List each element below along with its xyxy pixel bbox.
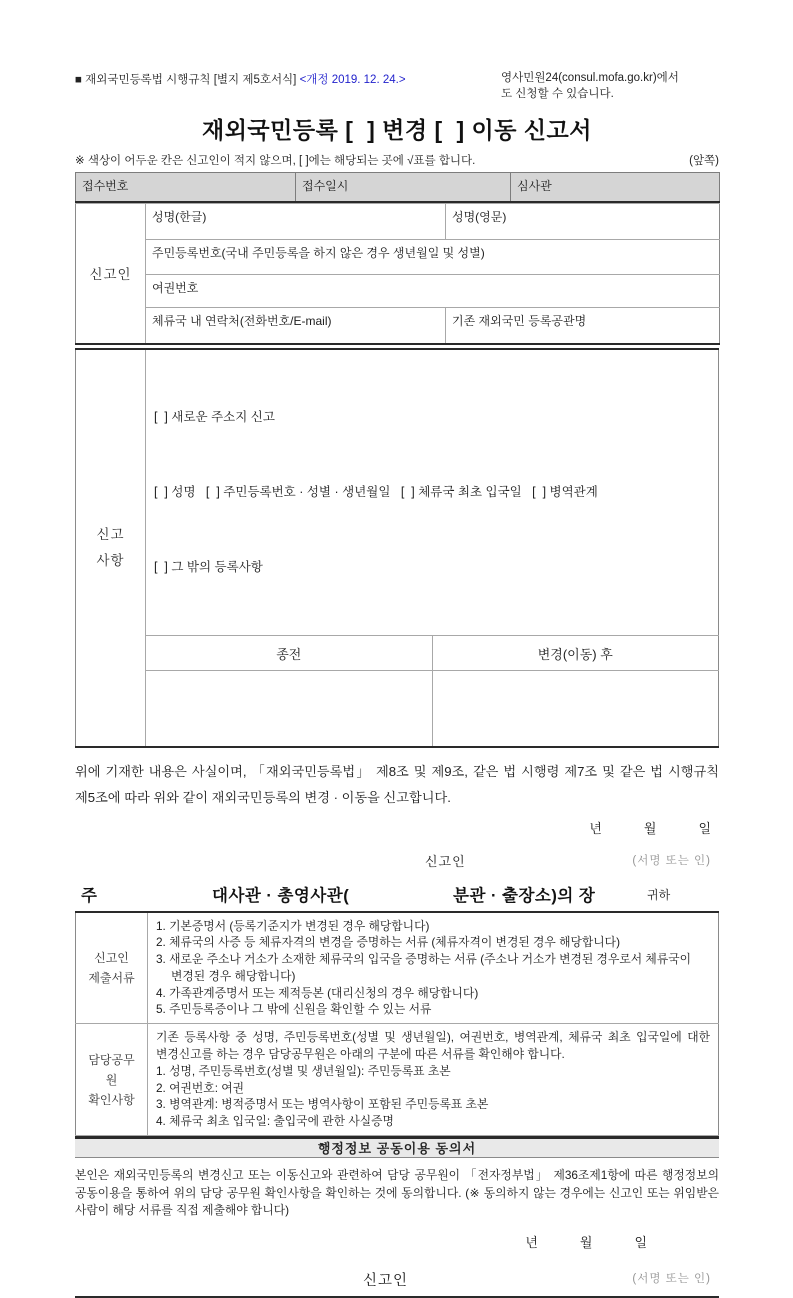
fill-instruction: ※ 색상이 어두운 칸은 신고인이 적지 않으며, [ ]에는 해당되는 곳에 √표를 합니다. xyxy=(75,155,476,167)
list-item: 1. 성명, 주민등록번호(성별 및 생년월일): 주민등록표 초본 xyxy=(156,1063,451,1078)
declaration-date-line xyxy=(75,818,719,837)
table-row xyxy=(76,239,720,274)
report-label-line2: 사항 xyxy=(96,552,125,568)
bottom-divider xyxy=(75,1296,719,1298)
option-other-checkbox: [ ] 그 밖의 등록사항 xyxy=(154,560,263,574)
registered-office-field: 기존 재외국민 등록공관명 xyxy=(446,307,720,344)
consent-date-line xyxy=(75,1232,719,1251)
table-row xyxy=(76,912,719,1024)
addressee-prefix: 주 xyxy=(81,886,97,905)
year-label: 년 xyxy=(589,820,602,836)
day-label: 일 xyxy=(698,820,711,836)
day-label: 일 xyxy=(634,1234,647,1250)
declaration-signer-line xyxy=(75,851,719,869)
table-row xyxy=(76,203,720,239)
year-label: 년 xyxy=(525,1234,538,1250)
portal-notice-line2: 도 신청할 수 있습니다. xyxy=(501,88,614,100)
name-english-field: 성명(영문) xyxy=(446,203,720,239)
list-item: 3. 병역관계: 병적증명서 또는 병역사항이 포함된 주민등록표 초본 xyxy=(156,1097,489,1112)
signer-label: 신고인 xyxy=(363,1272,409,1289)
receipt-header-table xyxy=(75,172,720,203)
attachments-table xyxy=(75,911,719,1137)
regulation-text: ■ 재외국민등록법 시행규칙 [별지 제5호서식] xyxy=(75,74,300,86)
submission-docs-label-line1: 신고인 xyxy=(94,950,129,965)
addressee-line xyxy=(75,882,719,908)
top-notice xyxy=(75,70,719,102)
applicant-section-label: 신고인 xyxy=(76,203,146,344)
column-before-header: 종전 xyxy=(146,636,433,671)
consent-section-header: 행정정보 공동이용 동의서 xyxy=(75,1136,719,1158)
list-item: 2. 체류국의 사증 등 체류자격의 변경을 증명하는 서류 (체류자격이 변경된 경우 해당합니다) xyxy=(156,935,620,950)
form-content xyxy=(75,70,719,1298)
report-items-table xyxy=(75,348,719,748)
official-check-label-line1: 담당공무원 xyxy=(88,1052,135,1087)
signer-label: 신고인 xyxy=(425,853,466,869)
table-row xyxy=(76,307,720,344)
list-item: 1. 기본증명서 (등록기준지가 변경된 경우 해당합니다) xyxy=(156,918,430,933)
table-row xyxy=(76,274,720,307)
month-label: 월 xyxy=(643,820,657,836)
table-row xyxy=(76,671,719,747)
list-item: 4. 체류국 최초 입국일: 출입국에 관한 사실증명 xyxy=(156,1114,394,1129)
option-new-address-checkbox: [ ] 새로운 주소지 신고 xyxy=(154,410,275,424)
consent-signer-line xyxy=(75,1269,719,1287)
applicant-table xyxy=(75,203,720,346)
list-item: 2. 여권번호: 여권 xyxy=(156,1080,245,1095)
receipt-number-cell: 접수번호 xyxy=(76,173,296,202)
column-after-header: 변경(이동) 후 xyxy=(432,636,719,671)
name-korean-field: 성명(한글) xyxy=(146,203,446,239)
table-row xyxy=(76,636,719,671)
consent-statement: 본인은 재외국민등록의 변경신고 또는 이동신고와 관련하여 담당 공무원이 「전자정부법」 제36조제1항에 따른 행정정보의 공동이용을 통하여 위의 담당 공무원 확인사항을 확인하는 것에 동의합니다. (※ 동의하지 않는 경우에는 신고인 또는 위임받은 사람이 해당 서류를 직접 제출해야 합니다) xyxy=(75,1168,719,1218)
before-value-cell xyxy=(146,671,433,747)
portal-notice xyxy=(501,70,719,102)
report-label-line1: 신고 xyxy=(96,526,125,542)
signature-note: (서명 또는 인) xyxy=(632,1272,711,1285)
examiner-cell: 심사관 xyxy=(511,173,720,202)
declaration-statement: 위에 기재한 내용은 사실이며, 「재외국민등록법」 제8조 및 제9조, 같은 법 시행령 제7조 및 같은 법 시행규칙 제5조에 따라 위와 같이 재외국민등록의 변경 · 이동을 신고합니다. xyxy=(75,763,719,805)
page-side-marker: (앞쪽) xyxy=(689,155,719,167)
submission-docs-label-line2: 제출서류 xyxy=(88,970,135,985)
option-change-items-checkboxes: [ ] 성명 [ ] 주민등록번호 · 성별 · 생년월일 [ ] 체류국 최초 입국일 [ ] 병역관계 xyxy=(154,485,598,499)
list-item: 3. 새로운 주소나 거소가 소재한 체류국의 입국을 증명하는 서류 (주소나 거소가 변경된 경우로서 체류국이 변경된 경우 해당합니다) xyxy=(156,952,692,983)
official-check-label-line2: 확인사항 xyxy=(88,1092,135,1107)
instruction-line xyxy=(75,152,719,168)
official-check-list xyxy=(148,1024,719,1136)
report-section-label xyxy=(76,349,146,747)
list-item: 4. 가족관계증명서 또는 제적등본 (대리신청의 경우 해당합니다) xyxy=(156,985,479,1000)
month-label: 월 xyxy=(579,1234,593,1250)
addressee-embassy: 대사관 · 총영사관( xyxy=(212,886,350,905)
signature-note: (서명 또는 인) xyxy=(632,854,711,867)
report-options-cell xyxy=(146,349,719,636)
table-row xyxy=(76,349,719,636)
regulation-reference xyxy=(75,70,406,102)
revision-note: <개정 2019. 12. 24.> xyxy=(299,74,406,86)
list-item: 5. 주민등록증이나 그 밖에 신원을 확인할 수 있는 서류 xyxy=(156,1002,432,1017)
resident-number-field: 주민등록번호(국내 주민등록을 하지 않은 경우 생년월일 및 성별) xyxy=(146,239,720,274)
passport-number-field: 여권번호 xyxy=(146,274,720,307)
addressee-branch: 분관 · 출장소)의 장 xyxy=(453,886,596,905)
official-check-label xyxy=(76,1024,148,1136)
table-row xyxy=(76,1024,719,1136)
addressee-honorific: 귀하 xyxy=(647,887,671,902)
official-check-intro: 기존 등록사항 중 성명, 주민등록번호(성별 및 생년월일), 여권번호, 병역관계, 체류국 최초 입국일에 대한 변경신고를 하는 경우 담당공무원은 아래의 구분에 따른 서류를 확인해야 합니다. xyxy=(156,1030,710,1062)
portal-notice-line1: 영사민원24(consul.mofa.go.kr)에서 xyxy=(501,72,679,84)
submission-docs-list xyxy=(148,912,719,1024)
contact-field: 체류국 내 연락처(전화번호/E-mail) xyxy=(146,307,446,344)
table-row xyxy=(76,173,720,202)
receipt-datetime-cell: 접수일시 xyxy=(296,173,511,202)
after-value-cell xyxy=(432,671,719,747)
form-title: 재외국민등록 [ ] 변경 [ ] 이동 신고서 xyxy=(202,117,592,143)
submission-docs-label xyxy=(76,912,148,1024)
